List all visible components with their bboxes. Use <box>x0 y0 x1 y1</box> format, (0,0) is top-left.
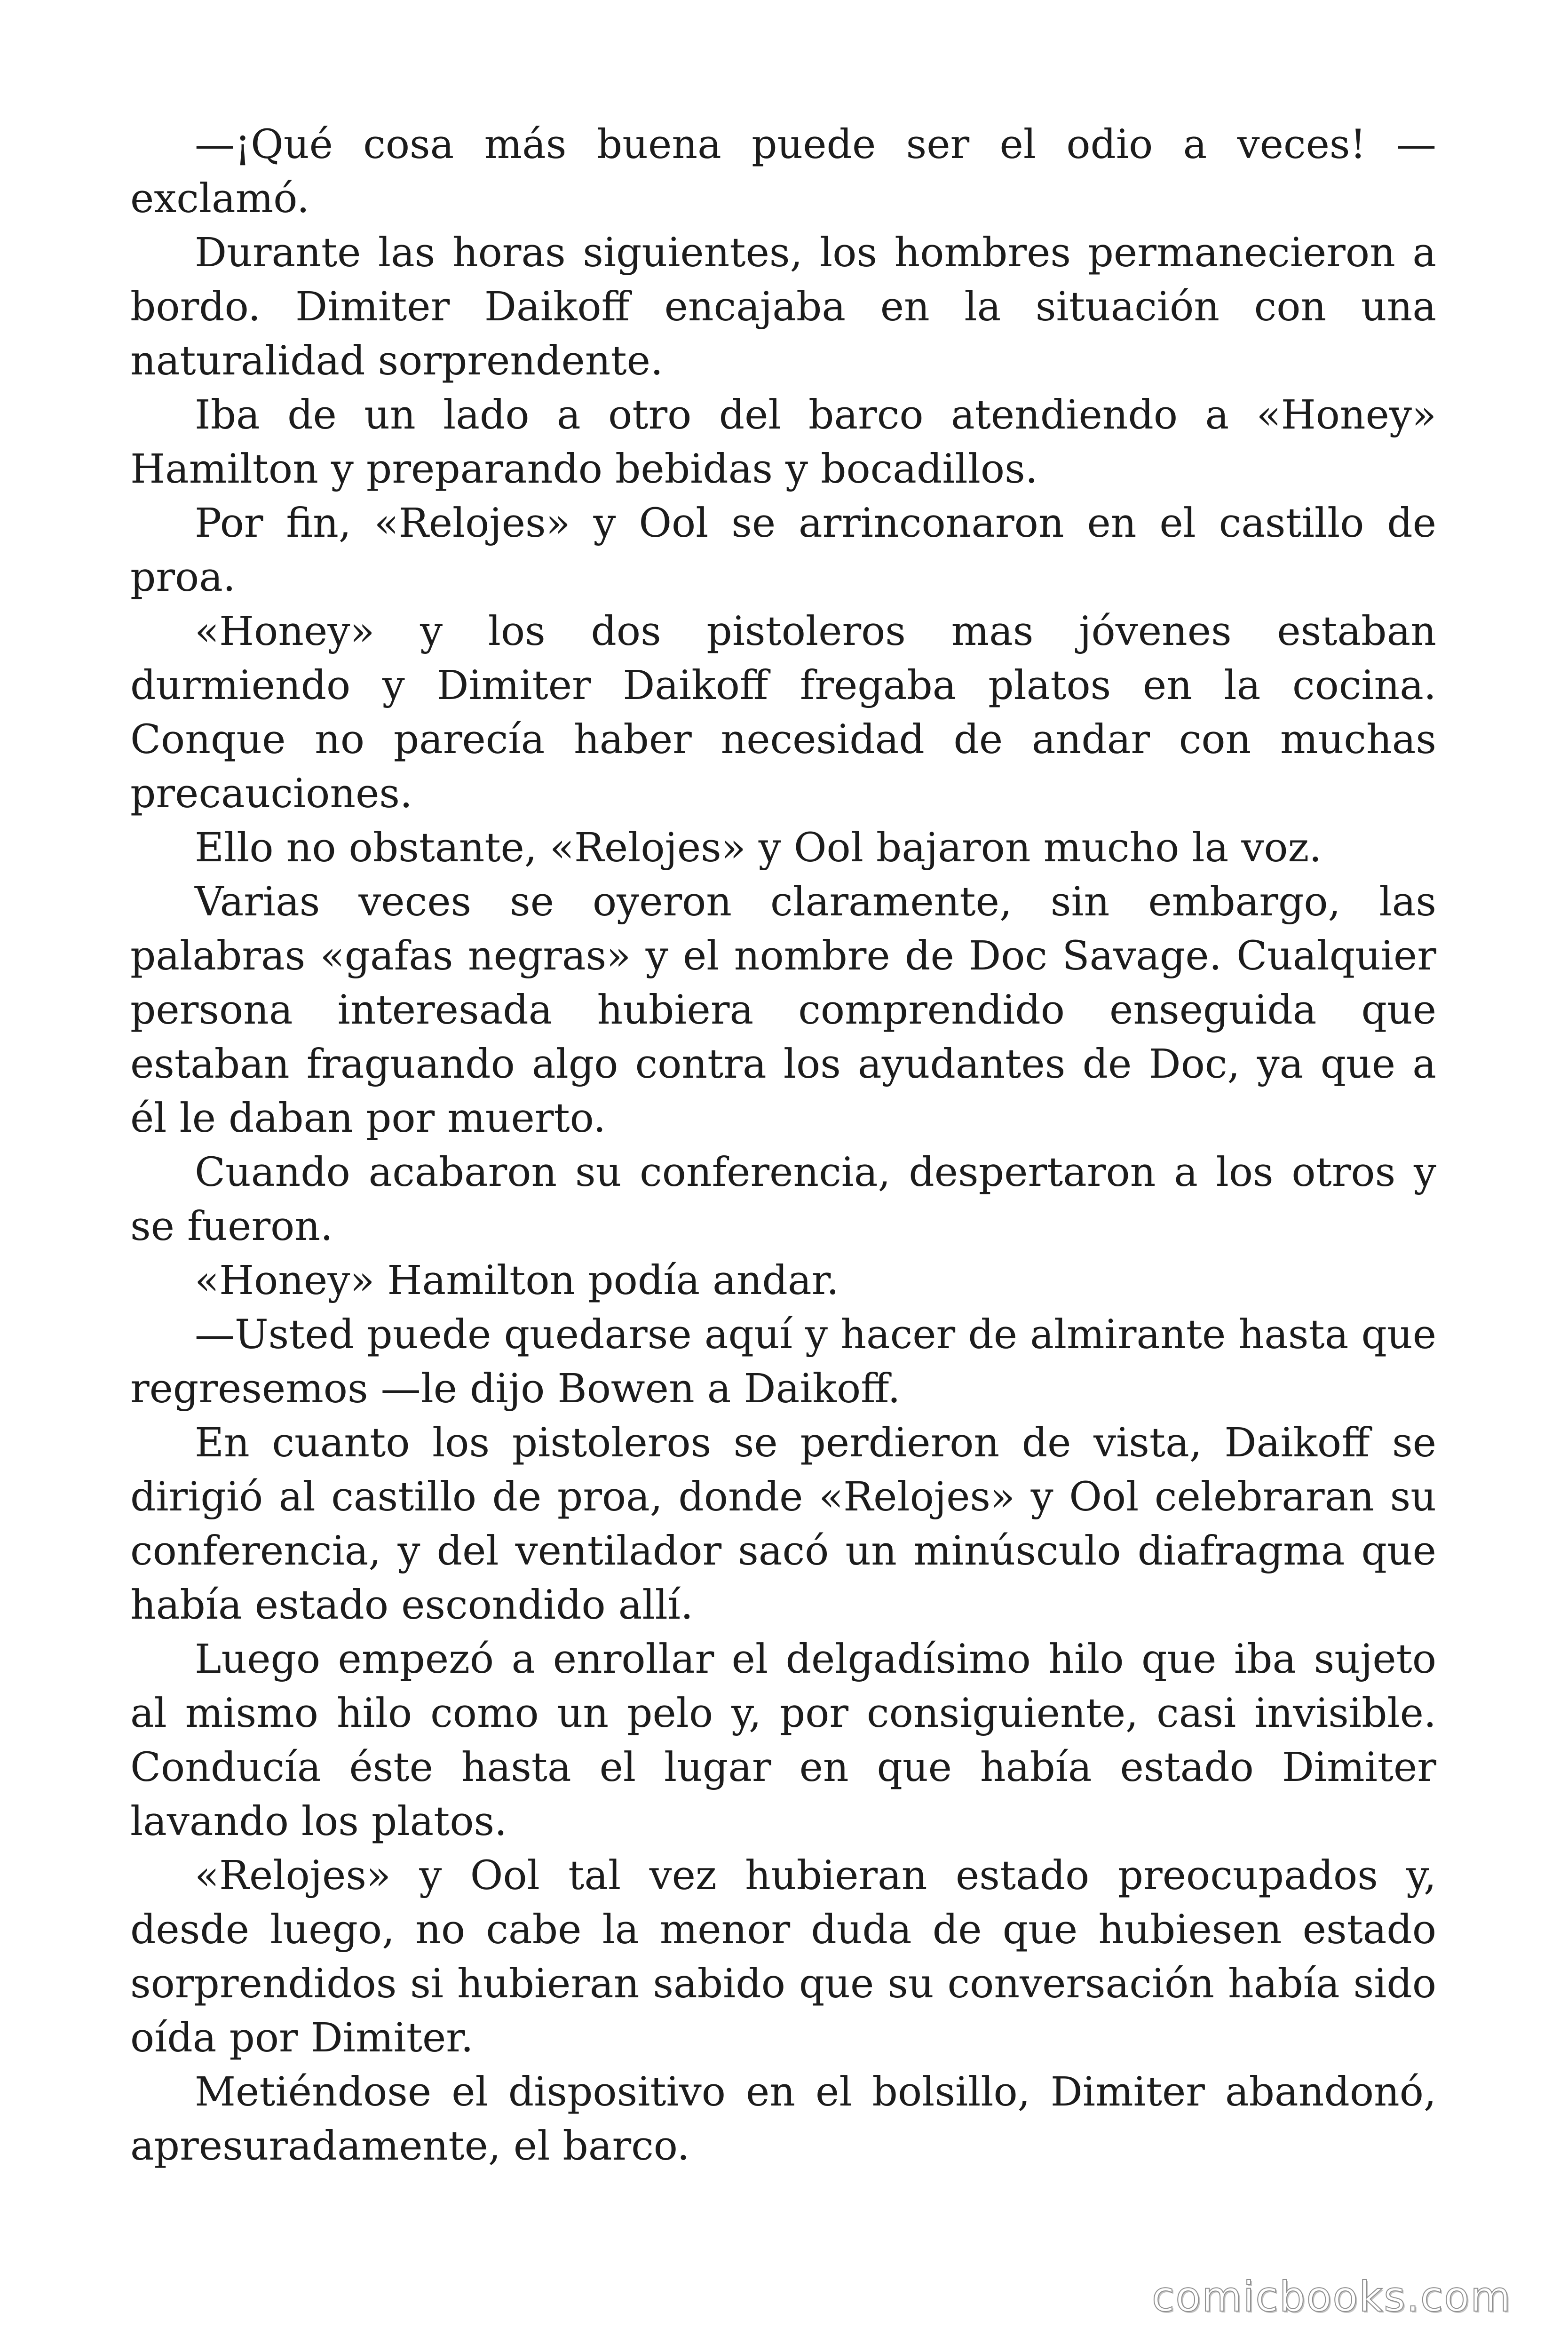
paragraph-14: Metiéndose el dispositivo en el bolsillo, Dimiter abandonó, apresuradamente, el barco. <box>130 2069 1436 2169</box>
paragraph-4: Por fin, «Relojes» y Ool se arrinconaron en el castillo de proa. <box>130 500 1436 601</box>
paragraph-5: «Honey» y los dos pistoleros mas jóvenes estaban durmiendo y Dimiter Daikoff fregaba platos en la cocina. Conque no parecía haber necesidad de andar con muchas precauciones. <box>130 608 1436 817</box>
paragraph-9: «Honey» Hamilton podía andar. <box>195 1257 839 1304</box>
paragraph-2: Durante las horas siguientes, los hombres permanecieron a bordo. Dimiter Daikoff encajaba en la situación con una naturalidad sorprendente. <box>130 230 1436 384</box>
paragraph-6: Ello no obstante, «Relojes» y Ool bajaron mucho la voz. <box>195 825 1322 871</box>
paragraph-3: Iba de un lado a otro del barco atendiendo a «Honey» Hamilton y preparando bebidas y bocadillos. <box>130 392 1436 493</box>
body-text <box>130 118 1436 2173</box>
watermark: comicbooks.com <box>1151 2273 1512 2321</box>
paragraph-11: En cuanto los pistoleros se perdieron de vista, Daikoff se dirigió al castillo de proa, donde «Relojes» y Ool celebraran su conferencia, y del ventilador sacó un minúsculo diafragma que había estado escondido allí. <box>130 1420 1436 1629</box>
paragraph-1: —¡Qué cosa más buena puede ser el odio a veces! —exclamó. <box>130 121 1436 222</box>
paragraph-10: —Usted puede quedarse aquí y hacer de almirante hasta que regresemos —le dijo Bowen a Daikoff. <box>130 1311 1436 1412</box>
paragraph-8: Cuando acabaron su conferencia, despertaron a los otros y se fueron. <box>130 1149 1436 1250</box>
paragraph-13: «Relojes» y Ool tal vez hubieran estado preocupados y, desde luego, no cabe la menor duda de que hubiesen estado sorprendidos si hubieran sabido que su conversación había sido oída por Dimiter. <box>130 1852 1436 2061</box>
paragraph-7: Varias veces se oyeron claramente, sin embargo, las palabras «gafas negras» y el nombre de Doc Savage. Cualquier persona interesada hubiera comprendido enseguida que estaban fraguando algo contra los ayudantes de Doc, ya que a él le daban por muerto. <box>130 879 1436 1142</box>
paragraph-12: Luego empezó a enrollar el delgadísimo hilo que iba sujeto al mismo hilo como un pelo y, por consiguiente, casi invisible. Conducía éste hasta el lugar en que había estado Dimiter lavando los platos. <box>130 1636 1436 1845</box>
